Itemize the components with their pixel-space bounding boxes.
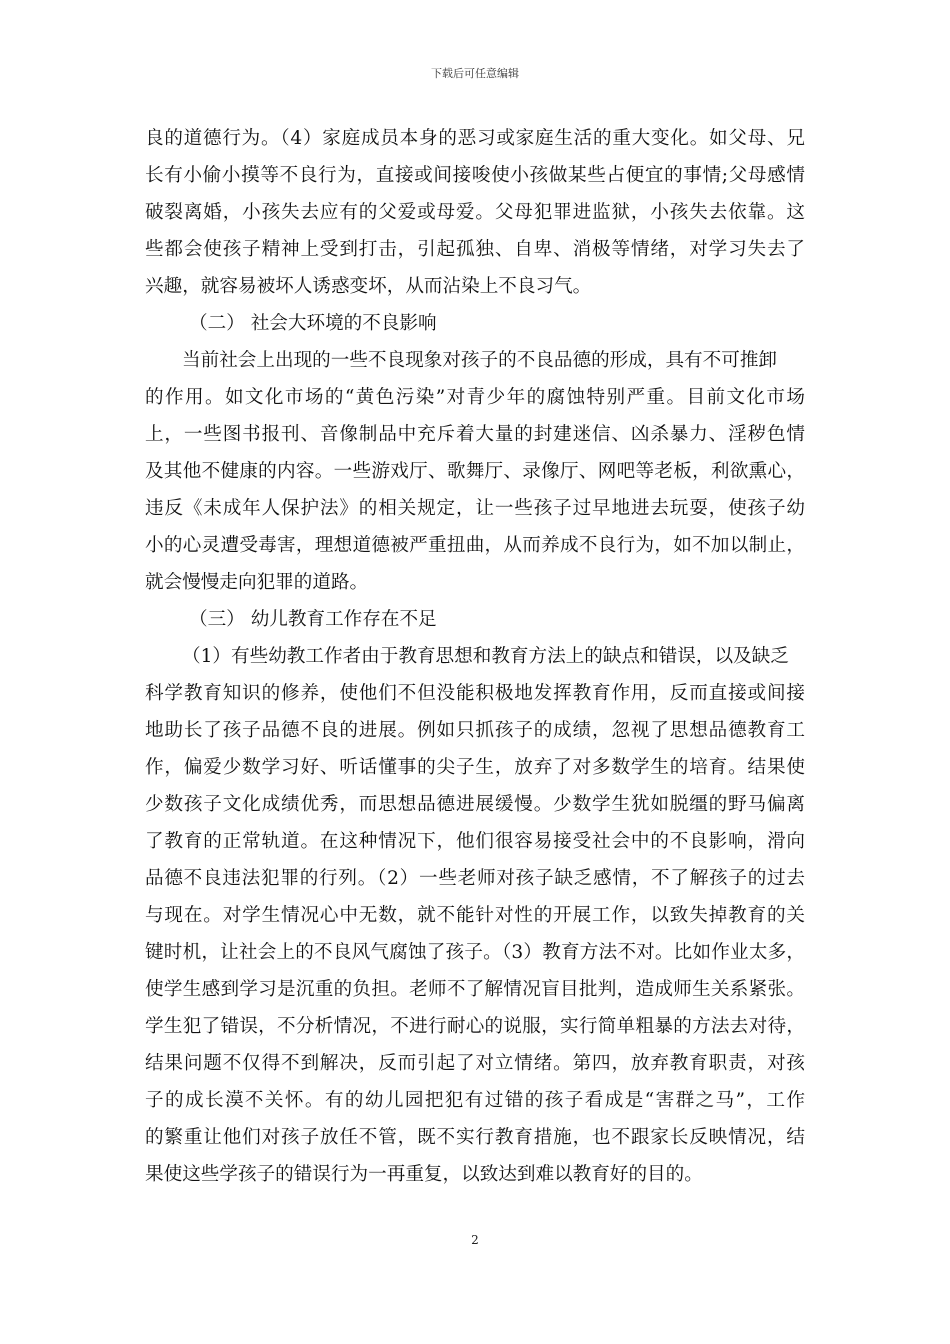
body-text-line: 破裂离婚，小孩失去应有的父爱或母爱。父母犯罪进监狱，小孩失去依靠。这	[145, 202, 805, 223]
body-text-line: 就会慢慢走向犯罪的道路。	[145, 572, 369, 593]
body-text-line: 结果问题不仅得不到解决，反而引起了对立情绪。第四，放弃教育职责，对孩	[145, 1053, 805, 1074]
body-text-line: （1）有些幼教工作者由于教育思想和教育方法上的缺点和错误，以及缺乏	[182, 646, 789, 667]
body-text-line: 了教育的正常轨道。在这种情况下，他们很容易接受社会中的不良影响，滑向	[145, 831, 805, 852]
body-text-line: 及其他不健康的内容。一些游戏厅、歌舞厅、录像厅、网吧等老板，利欲熏心，	[145, 461, 805, 482]
document-body	[145, 120, 805, 1193]
body-text-line: 子的成长漠不关怀。有的幼儿园把犯有过错的孩子看成是“害群之马”，工作	[145, 1090, 805, 1111]
body-text-line: 使学生感到学习是沉重的负担。老师不了解情况盲目批判，造成师生关系紧张。	[145, 979, 805, 1000]
body-text-line: 作，偏爱少数学习好、听话懂事的尖子生，放弃了对多数学生的培育。结果使	[145, 757, 805, 778]
body-text-line: 键时机，让社会上的不良风气腐蚀了孩子。（3）教育方法不对。比如作业太多，	[145, 942, 805, 963]
body-text-line: 些都会使孩子精神上受到打击，引起孤独、自卑、消极等情绪，对学习失去了	[145, 239, 805, 260]
body-text-line: 兴趣，就容易被坏人诱惑变坏，从而沾染上不良习气。	[145, 276, 592, 297]
body-text-line: 小的心灵遭受毒害，理想道德被严重扭曲，从而养成不良行为，如不加以制止，	[145, 535, 805, 556]
body-text-line: 与现在。对学生情况心中无数，就不能针对性的开展工作，以致失掉教育的关	[145, 905, 805, 926]
body-text-line: 果使这些学孩子的错误行为一再重复，以致达到难以教育好的目的。	[145, 1164, 703, 1185]
body-text-line: 品德不良违法犯罪的行列。（2）一些老师对孩子缺乏感情，不了解孩子的过去	[145, 868, 805, 889]
page-header-note: 下载后可任意编辑	[431, 67, 519, 80]
body-text-line: 地助长了孩子品德不良的进展。例如只抓孩子的成绩，忽视了思想品德教育工	[145, 720, 805, 741]
section-heading: （二） 社会大环境的不良影响	[189, 313, 437, 334]
body-text-line: 当前社会上出现的一些不良现象对孩子的不良品德的形成，具有不可推卸	[182, 350, 778, 371]
page-number: 2	[471, 1233, 479, 1247]
body-text-line: 少数孩子文化成绩优秀，而思想品德进展缓慢。少数学生犹如脱缰的野马偏离	[145, 794, 805, 815]
body-text-line: 长有小偷小摸等不良行为，直接或间接唆使小孩做某些占便宜的事情;父母感情	[145, 165, 805, 186]
body-text-line: 的作用。如文化市场的“黄色污染”对青少年的腐蚀特别严重。目前文化市场	[145, 387, 805, 408]
body-text-line: 违反《未成年人保护法》的相关规定，让一些孩子过早地进去玩耍，使孩子幼	[145, 498, 805, 519]
section-heading: （三） 幼儿教育工作存在不足	[189, 609, 437, 630]
body-text-line: 上，一些图书报刊、音像制品中充斥着大量的封建迷信、凶杀暴力、淫秽色情	[145, 424, 805, 445]
body-text-line: 科学教育知识的修养，使他们不但没能积极地发挥教育作用，反而直接或间接	[145, 683, 805, 704]
body-text-line: 的繁重让他们对孩子放任不管，既不实行教育措施，也不跟家长反映情况，结	[145, 1127, 805, 1148]
body-text-line: 学生犯了错误，不分析情况，不进行耐心的说服，实行简单粗暴的方法去对待，	[145, 1016, 805, 1037]
body-text-line: 良的道德行为。（4）家庭成员本身的恶习或家庭生活的重大变化。如父母、兄	[145, 128, 805, 149]
